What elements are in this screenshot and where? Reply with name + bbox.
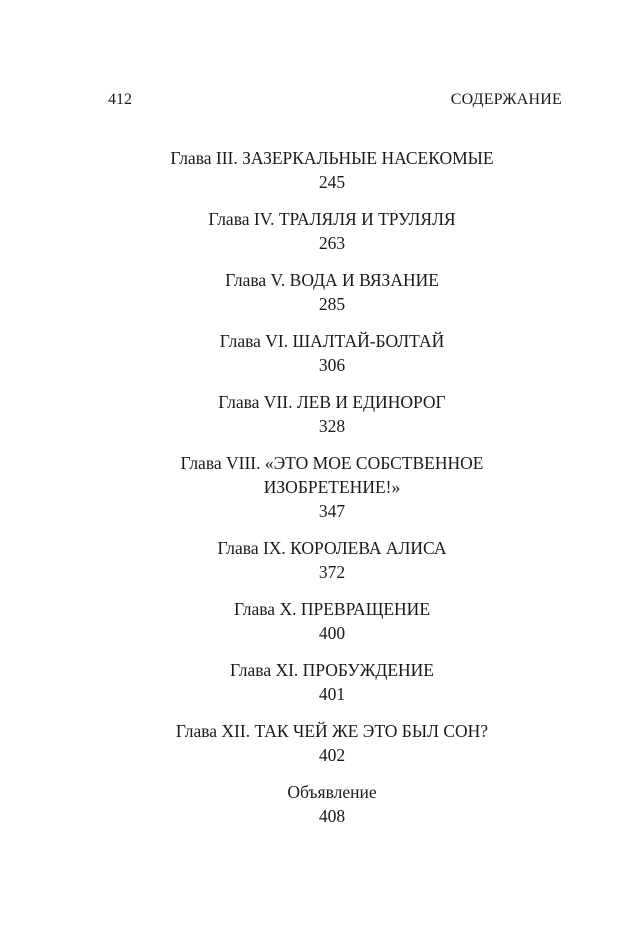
toc-entry-page: 401 — [318, 684, 346, 704]
toc-entry-announcement — [110, 780, 554, 828]
toc-entry-page: 328 — [318, 416, 346, 436]
toc-entry-chapter-12 — [110, 719, 554, 767]
toc-entry-title-line-2: ИЗОБРЕТЕНИЕ!» — [263, 477, 401, 497]
toc-entry-title: Глава XI. ПРОБУЖДЕНИЕ — [229, 660, 434, 680]
toc-entry-title: Глава VI. ШАЛТАЙ-БОЛТАЙ — [219, 331, 445, 351]
toc-entry-title: Глава VIII. «ЭТО МОЕ СОБСТВЕННОЕ — [180, 453, 484, 473]
toc-entry-page: 347 — [318, 501, 346, 521]
toc-entry-chapter-7 — [110, 390, 554, 438]
toc-entry-title: Объявление — [287, 782, 377, 802]
toc-entry-page: 263 — [318, 233, 346, 253]
toc-entry-page: 285 — [318, 294, 346, 314]
page-number: 412 — [108, 91, 132, 108]
toc-entry-page: 245 — [318, 172, 346, 192]
section-title: СОДЕРЖАНИЕ — [450, 91, 562, 108]
toc-entry-page: 408 — [318, 806, 346, 826]
toc-entry-chapter-5 — [110, 268, 554, 316]
toc-entry-title: Глава XII. ТАК ЧЕЙ ЖЕ ЭТО БЫЛ СОН? — [175, 721, 489, 741]
table-of-contents — [110, 146, 554, 841]
toc-entry-page: 306 — [318, 355, 346, 375]
toc-entry-chapter-6 — [110, 329, 554, 377]
toc-entry-chapter-4 — [110, 207, 554, 255]
toc-entry-chapter-11 — [110, 658, 554, 706]
toc-entry-title: Глава V. ВОДА И ВЯЗАНИЕ — [225, 270, 439, 290]
toc-entry-page: 402 — [318, 745, 346, 765]
toc-entry-title: Глава VII. ЛЕВ И ЕДИНОРОГ — [218, 392, 446, 412]
toc-entry-chapter-9 — [110, 536, 554, 584]
toc-entry-page: 372 — [318, 562, 346, 582]
toc-entry-page: 400 — [318, 623, 346, 643]
toc-entry-title: Глава IX. КОРОЛЕВА АЛИСА — [217, 538, 447, 558]
toc-entry-title: Глава X. ПРЕВРАЩЕНИЕ — [233, 599, 431, 619]
toc-entry-chapter-8 — [110, 451, 554, 523]
toc-entry-chapter-3 — [110, 146, 554, 194]
toc-entry-chapter-10 — [110, 597, 554, 645]
toc-entry-title: Глава III. ЗАЗЕРКАЛЬНЫЕ НАСЕКОМЫЕ — [170, 148, 494, 168]
toc-entry-title: Глава IV. ТРАЛЯЛЯ И ТРУЛЯЛЯ — [208, 209, 456, 229]
running-head — [108, 91, 562, 113]
